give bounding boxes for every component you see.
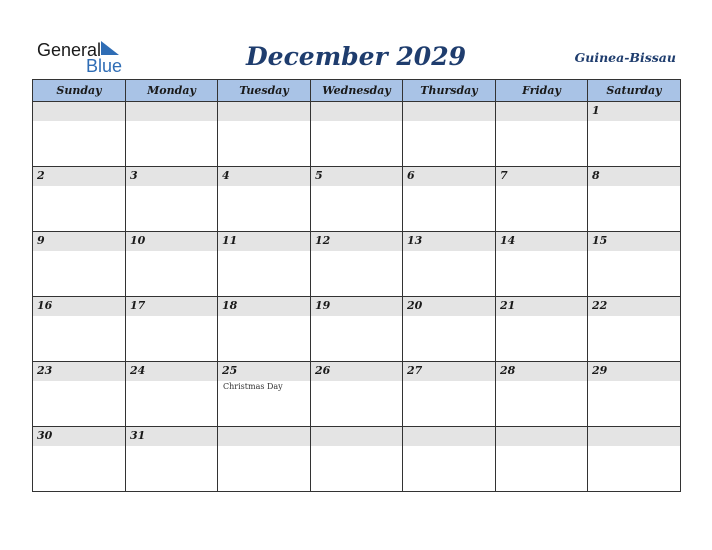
day-number: 7 <box>500 169 508 182</box>
day-number-band <box>126 167 217 186</box>
day-cell <box>496 427 588 492</box>
day-number-band <box>403 167 495 186</box>
day-cell <box>311 297 403 362</box>
day-number: 4 <box>222 169 230 182</box>
day-cell <box>126 232 218 297</box>
weekday-header-thursday: Thursday <box>403 80 496 102</box>
day-cell <box>311 232 403 297</box>
day-cell <box>33 167 126 232</box>
day-cell <box>588 102 681 167</box>
week-row <box>33 427 681 492</box>
day-number: 28 <box>500 364 516 377</box>
day-cell <box>403 297 496 362</box>
day-cell <box>588 427 681 492</box>
day-cell <box>33 297 126 362</box>
day-number-band <box>403 427 495 446</box>
day-number: 27 <box>407 364 423 377</box>
day-cell <box>588 232 681 297</box>
day-number: 25 <box>222 364 238 377</box>
day-cell <box>403 232 496 297</box>
logo-text-blue: Blue <box>86 56 123 76</box>
day-number: 22 <box>592 299 608 312</box>
day-cell <box>126 102 218 167</box>
day-cell <box>496 102 588 167</box>
day-cell <box>218 297 311 362</box>
day-number-band <box>33 167 125 186</box>
week-row <box>33 362 681 427</box>
day-number-band <box>33 232 125 251</box>
day-number-band <box>496 167 587 186</box>
day-cell <box>311 362 403 427</box>
day-cell <box>218 427 311 492</box>
calendar-title: December 2029 <box>245 42 466 71</box>
day-cell <box>33 232 126 297</box>
day-cell <box>126 427 218 492</box>
day-number: 20 <box>407 299 423 312</box>
weekday-header-monday: Monday <box>126 80 218 102</box>
country-name: Guinea-Bissau <box>574 50 676 65</box>
day-number-band <box>218 427 310 446</box>
day-number: 2 <box>37 169 45 182</box>
calendar-grid <box>32 79 681 492</box>
day-number: 24 <box>130 364 146 377</box>
day-cell <box>33 102 126 167</box>
weekday-header-saturday: Saturday <box>588 80 681 102</box>
day-number: 9 <box>37 234 45 247</box>
day-cell <box>126 167 218 232</box>
day-cell <box>403 167 496 232</box>
logo-text-general: General <box>37 40 102 60</box>
day-cell <box>311 167 403 232</box>
day-number: 14 <box>500 234 516 247</box>
day-number-band <box>126 102 217 121</box>
week-row <box>33 102 681 167</box>
day-number-band <box>218 167 310 186</box>
day-number: 29 <box>592 364 608 377</box>
day-number: 12 <box>315 234 331 247</box>
day-number: 13 <box>407 234 423 247</box>
day-cell <box>588 167 681 232</box>
day-cell <box>496 232 588 297</box>
day-number-band <box>311 102 402 121</box>
day-number-band <box>311 167 402 186</box>
week-row <box>33 297 681 362</box>
day-cell <box>311 102 403 167</box>
weekday-header-tuesday: Tuesday <box>218 80 311 102</box>
holiday-label: Christmas Day <box>223 382 283 391</box>
day-cell <box>588 362 681 427</box>
day-number: 5 <box>315 169 323 182</box>
day-number-band <box>496 427 587 446</box>
day-cell <box>496 297 588 362</box>
day-cell <box>403 427 496 492</box>
day-number-band <box>588 427 680 446</box>
day-number-band <box>311 427 402 446</box>
weekday-header-friday: Friday <box>496 80 588 102</box>
day-number: 18 <box>222 299 238 312</box>
day-cell <box>33 362 126 427</box>
day-number: 10 <box>130 234 146 247</box>
day-number: 15 <box>592 234 608 247</box>
day-cell <box>33 427 126 492</box>
day-number: 8 <box>592 169 600 182</box>
day-number: 16 <box>37 299 53 312</box>
day-number-band <box>588 167 680 186</box>
day-cell <box>126 362 218 427</box>
day-number: 6 <box>407 169 415 182</box>
day-cell <box>588 297 681 362</box>
day-number: 3 <box>130 169 138 182</box>
day-cell <box>311 427 403 492</box>
day-number: 30 <box>37 429 53 442</box>
weekday-header-row <box>33 80 681 102</box>
week-row <box>33 167 681 232</box>
day-number: 11 <box>222 234 238 247</box>
day-cell <box>218 232 311 297</box>
day-number-band <box>33 102 125 121</box>
day-number: 23 <box>37 364 53 377</box>
day-cell <box>496 362 588 427</box>
day-cell <box>496 167 588 232</box>
day-cell <box>218 102 311 167</box>
day-number: 17 <box>130 299 146 312</box>
weekday-header-wednesday: Wednesday <box>311 80 403 102</box>
day-cell <box>403 102 496 167</box>
weekday-header-sunday: Sunday <box>33 80 126 102</box>
day-number: 1 <box>592 104 600 117</box>
day-cell <box>403 362 496 427</box>
day-number-band <box>218 102 310 121</box>
day-number-band <box>588 102 680 121</box>
day-cell <box>126 297 218 362</box>
day-number: 26 <box>315 364 331 377</box>
day-number: 21 <box>500 299 516 312</box>
day-number: 31 <box>130 429 146 442</box>
day-cell <box>218 362 311 427</box>
day-number-band <box>496 102 587 121</box>
day-number: 19 <box>315 299 331 312</box>
day-number-band <box>403 102 495 121</box>
day-cell <box>218 167 311 232</box>
week-row <box>33 232 681 297</box>
